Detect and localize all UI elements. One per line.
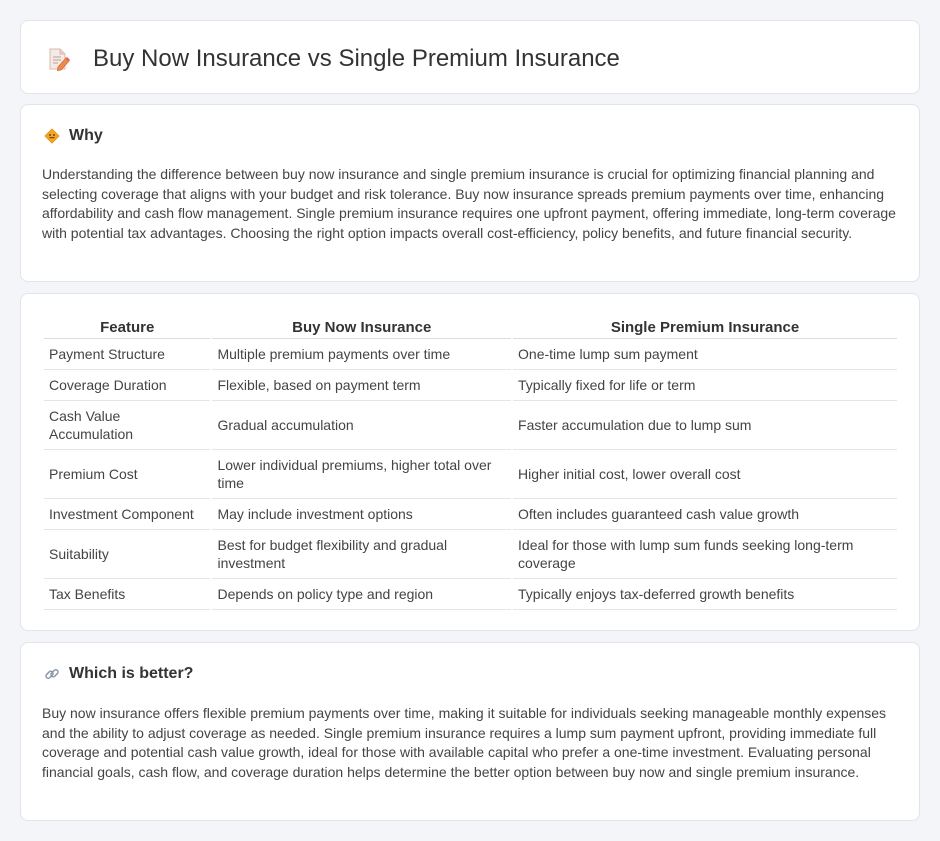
page-title: Buy Now Insurance vs Single Premium Insurance <box>93 45 620 72</box>
table-cell: May include investment options <box>212 499 511 530</box>
diamond-warning-icon <box>43 127 61 145</box>
why-heading-label: Why <box>69 127 103 144</box>
comparison-table <box>42 314 899 610</box>
table-row <box>44 530 897 579</box>
table-cell: Depends on policy type and region <box>212 579 511 610</box>
comparison-section <box>20 293 920 631</box>
table-header-feature: Feature <box>44 314 210 339</box>
table-row <box>44 450 897 499</box>
link-icon <box>43 665 61 683</box>
document-pencil-icon <box>45 46 71 72</box>
table-cell: Tax Benefits <box>44 579 210 610</box>
table-row <box>44 401 897 450</box>
better-heading <box>43 665 193 683</box>
table-cell: One-time lump sum payment <box>513 339 897 370</box>
table-cell: Flexible, based on payment term <box>212 370 511 401</box>
table-row <box>44 579 897 610</box>
why-section <box>20 104 920 282</box>
table-cell: Payment Structure <box>44 339 210 370</box>
why-heading <box>43 127 103 145</box>
table-cell: Premium Cost <box>44 450 210 499</box>
better-heading-label: Which is better? <box>69 665 194 682</box>
table-cell: Multiple premium payments over time <box>212 339 511 370</box>
table-cell: Investment Component <box>44 499 210 530</box>
table-cell: Best for budget flexibility and gradual investment <box>212 530 511 579</box>
table-cell: Higher initial cost, lower overall cost <box>513 450 897 499</box>
table-cell: Cash Value Accumulation <box>44 401 210 450</box>
table-cell: Ideal for those with lump sum funds seeking long-term coverage <box>513 530 897 579</box>
which-is-better-section <box>20 642 920 821</box>
table-cell: Gradual accumulation <box>212 401 511 450</box>
table-row <box>44 499 897 530</box>
table-cell: Faster accumulation due to lump sum <box>513 401 897 450</box>
table-cell: Suitability <box>44 530 210 579</box>
page-header <box>45 45 620 73</box>
table-cell: Often includes guaranteed cash value growth <box>513 499 897 530</box>
why-text: Understanding the difference between buy now insurance and single premium insurance is crucial for optimizing financial planning and selecting coverage that aligns with your budget and risk tolerance. Buy now insurance spreads premium payments over time, enhancing affordability and cash flow management. Single premium insurance requires one upfront payment, offering immediate, long-term coverage with potential tax advantages. Choosing the right option impacts overall cost-efficiency, policy benefits, and future financial security. <box>42 166 896 241</box>
table-row <box>44 370 897 401</box>
better-text: Buy now insurance offers flexible premium payments over time, making it suitable for individuals seeking manageable monthly expenses and the ability to adjust coverage as needed. Single premium insurance requires a lump sum payment upfront, providing immediate full coverage and potential cash value growth, ideal for those with available capital who prefer a one-time investment. Evaluating personal financial goals, cash flow, and coverage duration helps determine the better option between buy now and single premium insurance. <box>42 705 887 780</box>
table-cell: Lower individual premiums, higher total over time <box>212 450 511 499</box>
table-cell: Coverage Duration <box>44 370 210 401</box>
table-header-single-premium: Single Premium Insurance <box>513 314 897 339</box>
table-cell: Typically fixed for life or term <box>513 370 897 401</box>
table-cell: Typically enjoys tax-deferred growth benefits <box>513 579 897 610</box>
table-row <box>44 339 897 370</box>
table-header-buy-now: Buy Now Insurance <box>212 314 511 339</box>
header-card <box>20 20 920 94</box>
